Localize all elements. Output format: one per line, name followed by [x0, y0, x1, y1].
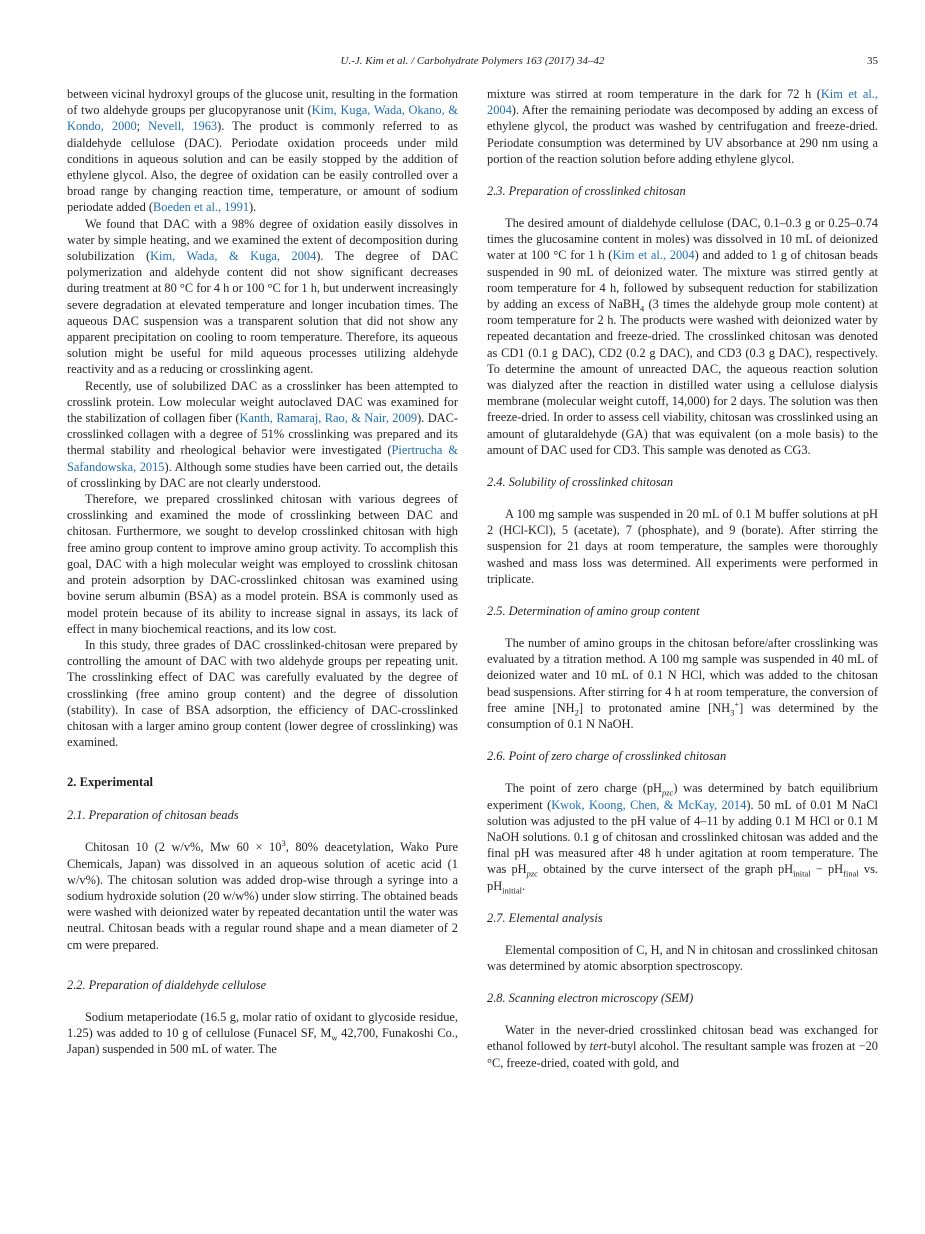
paragraph: Chitosan 10 (2 w/v%, Mw $60 \times 10^3$, 80% deacetylation, Wako Pure Chemicals, Japan) was dissolved in an aqueous solution of acetic acid (1 w/v%). The chitosan solution was added drop-wise through a syringe into a sodium hydroxide solution (20 w/w%) under slow stirring. The obtained beads were washed with deionized water by repeated decantation until the water was neutral. Chitosan beads with a regular round shape and a mean diameter of 2 cm were prepared.	[67, 838, 458, 952]
citation-link[interactable]: Kim, Kuga, Wada, Okano, & Kondo, 2000	[67, 103, 458, 134]
paragraph: between vicinal hydroxyl groups of the glucose unit, resulting in the formation of two aldehyde groups per glucopyranose unit (Kim, Kuga, Wada, Okano, & Kondo, 2000; Nevell, 1963). The product is commonly referred to as dialdehyde cellulose (DAC). Periodate oxidation proceeds under mild conditions in aqueous solution and can be easily stopped by the addition of ethylene glycol. Also, the degree of oxidation can be easily controlled over a broad range by changing reaction time, temperature, or amount of sodium periodate added (Boeden et al., 1991).	[67, 87, 458, 215]
paragraph: The point of zero charge $(pH_{pzc})$ was determined by batch equilibrium experiment (Kwok, Koong, Chen, & McKay, 2014). 50 mL of 0.01 M NaCl solution was adjusted to the pH value of 4–11 by adding 0.1 M HCl or 0.1 M NaOH solutions. 0.1 g of chitosan and crosslinked chitosan was added and the final pH was measured after 48 h under agitation at room temperature. The was $pH_{pzc}$ obtained by the curve intersect of the graph $pH_{inital} - pH_{final}$ vs. $pH_{initial}$.	[487, 781, 879, 895]
section-heading: 2. Experimental	[67, 775, 154, 790]
running-head: U.-J. Kim et al. / Carbohydrate Polymers 163 (2017) 34–42	[340, 55, 605, 67]
subsection-heading: 2.5. Determination of amino group content	[487, 604, 700, 619]
citation-link[interactable]: Kim et al., 2004	[612, 248, 695, 263]
citation-link[interactable]: Kim, Wada, & Kuga, 2004	[150, 249, 317, 264]
citation-link[interactable]: Kim et al., 2004	[487, 87, 878, 118]
paragraph: A 100 mg sample was suspended in 20 mL of 0.1 M buffer solutions at pH 2 (HCl-KCl), 5 (acetate), 7 (phosphate), and 9 (borate). After stirring the suspension for 21 days at room temperature, the samples were thoroughly washed and mass loss was determined. All experiments were performed in triplicate.	[487, 507, 878, 586]
subsection-heading: 2.3. Preparation of crosslinked chitosan	[487, 184, 686, 199]
paragraph: In this study, three grades of DAC crosslinked-chitosan were prepared by controlling the amount of DAC with two aldehyde groups per repeating unit. The crosslinking effect of DAC was carefully evaluated by the degree of crosslinking (free amino group content) and the degree of dissolution (stability). In case of BSA adsorption, the efficiency of DAC-crosslinked chitosan with a larger amino group content (lower degree of crosslinking) was examined.	[67, 637, 458, 750]
paragraph: The desired amount of dialdehyde cellulose (DAC, 0.1–0.3 g or 0.25–0.74 times the glucosamine content in moles) was dissolved in 10 mL of deionized water at 100 °C for 1 h (Kim et al., 2004) and added to 1 g of chitosan beads suspended in 90 mL of deionized water. The mixture was stirred gently at room temperature for 4 h, followed by subsequent reduction for stabilization by adding an excess of NaBH$_4$ (3 times the aldehyde group mole content) at room temperature for 2 h. The products were washed with deionized water by repeated decantation and freeze-dried. The crosslinked chitosan was denoted as CD1 (0.1 g DAC), CD2 (0.2 g DAC), and CD3 (0.3 g DAC), respectively. To determine the amount of unreacted DAC, the aqueous reaction solution was dialyzed after the reaction in distilled water using a cellulose dialysis membrane (molecular weight cutoff, 14,000) for 2 days. The solution was then freeze-dried. In order to assess cell viability, chitosan was crosslinked using an amount of glutaraldehyde (GA) that was equivalent (on a mole basis) to the amount of DAC used for CD3. This sample was denoted as CG3.	[487, 216, 878, 457]
subsection-heading: 2.6. Point of zero charge of crosslinked chitosan	[487, 749, 727, 764]
citation-link[interactable]: Kwok, Koong, Chen, & McKay, 2014	[551, 797, 747, 812]
paragraph: Recently, use of solubilized DAC as a crosslinker has been attempted to crosslink protein. Low molecular weight autoclaved DAC was examined for the stabilization of collagen fiber (Kanth, Ramaraj, Rao, & Nair, 2009). DAC-crosslinked collagen with a degree of 51% crosslinking was prepared and its thermal stability and rheological behavior were investigated (Piertrucha & Safandowska, 2015). Although some studies have been carried out, the details of crosslinking by DAC are not clearly understood.	[67, 378, 459, 490]
paragraph: mixture was stirred at room temperature in the dark for 72 h (Kim et al., 2004). After the remaining periodate was decomposed by adding an excess of ethylene glycol, the product was washed by centrifugation and freeze-dried. Periodate consumption was determined by UV absorbance at 290 nm using a portion of the reaction solution before adding ethylene glycol.	[487, 87, 878, 166]
paragraph: Elemental composition of C, H, and N in chitosan and crosslinked chitosan was determined by atomic absorption spectroscopy.	[487, 942, 878, 973]
page-number: 35	[867, 55, 878, 67]
paragraph: Water in the never-dried crosslinked chitosan bead was exchanged for ethanol followed by tert-butyl alcohol. The resultant sample was frozen at −20 °C, freeze-dried, coated with gold, and	[487, 1023, 878, 1070]
subsection-heading: 2.7. Elemental analysis	[487, 910, 603, 925]
running-header	[67, 55, 878, 71]
subsection-heading: 2.2. Preparation of dialdehyde cellulose	[67, 977, 267, 992]
citation-link[interactable]: Piertrucha & Safandowska, 2015	[67, 443, 459, 474]
paragraph: Therefore, we prepared crosslinked chitosan with various degrees of crosslinking and examined the mode of crosslinking between DAC and chitosan. Furthermore, we sought to develop crosslinked chitosan with high free amino group content to improve amino group activity. To accomplish this goal, DAC with a high molecular weight was employed to crosslink chitosan and protein adsorption by DAC-crosslinked chitosan was examined using bovine serum albumin (BSA) as a model protein. BSA is commonly used as model protein because of its ability to increase signal in assays, its lack of effect in many biochemical reactions, and its low cost.	[67, 492, 458, 636]
paragraph: Sodium metaperiodate (16.5 g, molar ratio of oxidant to glycoside residue, 1.25) was added to 10 g of cellulose (Funacel SF, $M_w$ 42,700, Funakoshi Co., Japan) suspended in 500 mL of water. The	[67, 1009, 458, 1057]
citation-link[interactable]: Kanth, Ramaraj, Rao, & Nair, 2009	[239, 411, 418, 426]
citation-link[interactable]: Boeden et al., 1991	[153, 200, 250, 215]
right-column	[487, 86, 878, 1071]
citation-link[interactable]: Nevell, 1963	[148, 119, 218, 134]
paragraph: The number of amino groups in the chitosan before/after crosslinking was evaluated by a titration method. A 100 mg sample was suspended in 40 mL of deionized water and 10 mL of 0.1 N HCl, which was added to the chitosan bead suspensions. After stirring for 4 h at room temperature, the conversion of free amine $[NH_2]$ to protonated amine $[NH_3^+]$ was determined by the consumption of 0.1 N NaOH.	[487, 636, 878, 732]
left-column	[67, 86, 458, 1057]
paragraph: We found that DAC with a 98% degree of oxidation easily dissolves in water by simple heating, and we examined the extent of decomposition during solubilization (Kim, Wada, & Kuga, 2004). The degree of DAC polymerization and aldehyde content did not show significant decreases during treatment at 80 °C for 4 h or 100 °C for 1 h, but underwent increasingly severe degradation at elevated temperature and longer incubation times. The aqueous DAC suspension was a transparent solution that did not show any apparent precipitation on cooling to room temperature. Therefore, its aqueous solution might be useful for mild aqueous processes utilizing aldehyde reactivity and as a reducing or crosslinking agent.	[67, 216, 458, 377]
subsection-heading: 2.4. Solubility of crosslinked chitosan	[487, 475, 674, 490]
subsection-heading: 2.1. Preparation of chitosan beads	[67, 808, 239, 823]
subsection-heading: 2.8. Scanning electron microscopy (SEM)	[487, 991, 694, 1006]
